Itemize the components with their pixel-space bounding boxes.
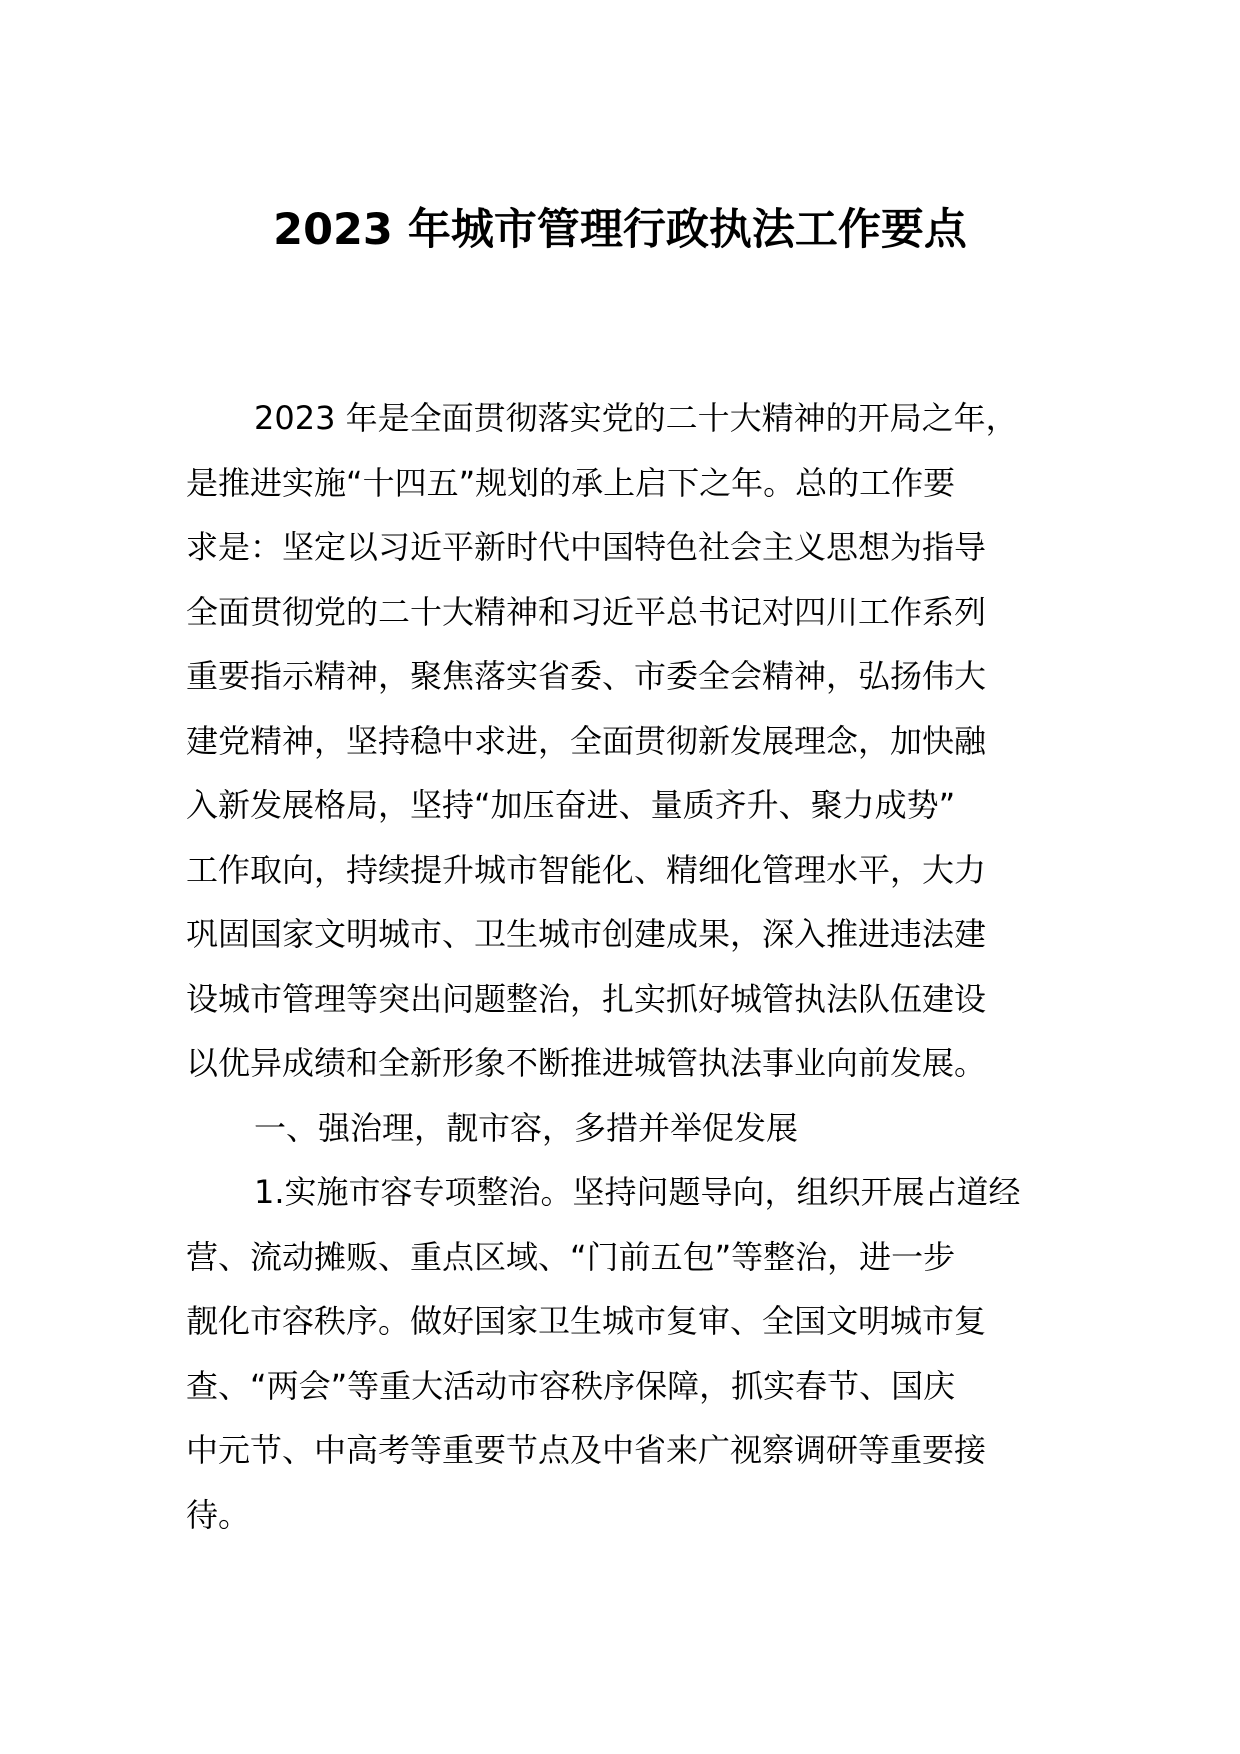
paragraph-1-line-7: 入新发展格局，坚持“加压奋进、量质齐升、聚力成势”	[186, 786, 956, 824]
paragraph-1-line-10: 设城市管理等突出问题整治，扎实抓好城管执法队伍建设	[186, 979, 987, 1018]
paragraph-1-line-11: 以优异成绩和全新形象不断推进城管执法事业向前发展。	[186, 1044, 987, 1082]
paragraph-1-line-4: 全面贯彻党的二十大精神和习近平总书记对四川工作系列	[186, 592, 987, 631]
paragraph-2-line-3: 靓化市容秩序。做好国家卫生城市复审、全国文明城市复	[186, 1302, 987, 1340]
paragraph-2-line-2: 营、流动摊贩、重点区域、“门前五包”等整治，进一步	[186, 1237, 956, 1276]
paragraph-1-line-8: 工作取向，持续提升城市智能化、精细化管理水平，大力	[186, 850, 987, 889]
paragraph-1-line-2: 是推进实施“十四五”规划的承上启下之年。总的工作要	[186, 463, 956, 502]
paragraph-2-line-6: 待。	[186, 1495, 251, 1534]
section-heading-1: 一、强治理，靓市容，多措并举促发展	[254, 1108, 799, 1147]
paragraph-2-line-5: 中元节、中高考等重要节点及中省来广视察调研等重要接	[186, 1431, 987, 1469]
paragraph-1-line-9: 巩固国家文明城市、卫生城市创建成果，深入推进违法建	[186, 915, 987, 953]
paragraph-1-line-3: 求是：坚定以习近平新时代中国特色社会主义思想为指导	[186, 528, 987, 566]
paragraph-1-line-6: 建党精神，坚持稳中求进，全面贯彻新发展理念，加快融	[186, 721, 987, 760]
paragraph-1-line-1: 2023 年是全面贯彻落实党的二十大精神的开局之年，	[254, 399, 1018, 437]
paragraph-2-line-1: 1.实施市容专项整治。坚持问题导向，组织开展占道经	[254, 1173, 1021, 1211]
document-title: 2023 年城市管理行政执法工作要点	[273, 205, 967, 255]
paragraph-1-line-5: 重要指示精神，聚焦落实省委、市委全会精神，弘扬伟大	[186, 657, 987, 695]
paragraph-2-line-4: 查、“两会”等重大活动市容秩序保障，抓实春节、国庆	[186, 1366, 956, 1405]
document-body	[186, 386, 1056, 1547]
